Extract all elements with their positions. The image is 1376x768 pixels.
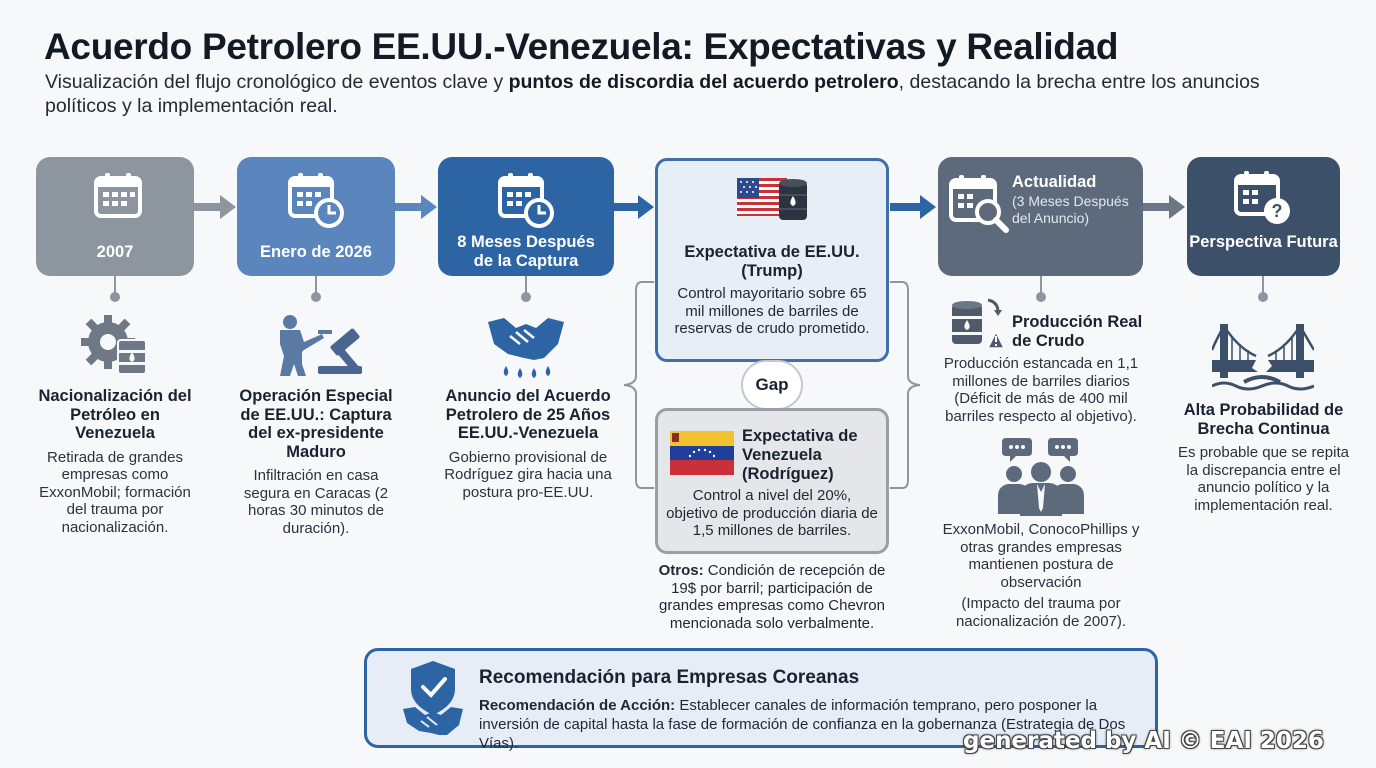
companies-note: (Impacto del trauma por nacionalización de 2007). <box>955 595 1127 630</box>
node-label: Perspectiva Futura <box>1189 233 1338 251</box>
arrow-right-icon <box>890 195 938 219</box>
event-anuncio-acuerdo <box>440 387 616 501</box>
recommendation-heading: Recomendación para Empresas Coreanas <box>479 667 860 688</box>
barrel-warning-icon <box>950 298 1006 350</box>
timeline-node-perspectiva-futura <box>1187 157 1340 276</box>
future-outlook <box>1177 401 1350 514</box>
us-flag-barrel-icon <box>737 174 811 222</box>
companies-text: ExxonMobil, ConocoPhillips y otras grandes empresas mantienen postura de observación <box>942 521 1140 591</box>
node-sublabel: (3 Meses Después del Anuncio) <box>1012 193 1129 226</box>
others-label: Otros: <box>658 562 704 579</box>
event-text: Retirada de grandes empresas como ExxonMobil; formación del trauma por nacionalización. <box>39 448 191 536</box>
us-expectation-card <box>655 158 889 362</box>
venezuela-flag-icon <box>670 431 734 475</box>
future-text: Es probable que se repita la discrepancia entre el anuncio político y la implementación real. <box>1178 444 1349 514</box>
venezuela-expectation-text: Control a nivel del 20%, objetivo de producción diaria de 1,5 millones de barriles. <box>666 487 878 539</box>
event-text: Infiltración en casa segura en Caracas (2 horas 30 minutos de duración). <box>243 467 389 537</box>
gap-badge: Gap <box>741 360 803 410</box>
node-label: 8 Meses Después de la Captura <box>457 233 595 270</box>
calendar-question-icon <box>1233 169 1293 227</box>
timeline-node-2007 <box>36 157 194 276</box>
arrow-right-icon <box>1143 195 1187 219</box>
subtitle-text: Visualización del flujo cronológico de eventos clave y <box>45 71 509 93</box>
timeline-node-8-meses <box>438 157 614 276</box>
subtitle-bold-text: puntos de discordia del acuerdo petrolero <box>508 71 899 93</box>
event-heading: Nacionalización del Petróleo en Venezuela <box>38 387 192 442</box>
recommendation-label: Recomendación de Acción: <box>479 697 676 714</box>
venezuela-expectation-card <box>655 408 889 554</box>
node-label: Actualidad <box>1012 173 1097 191</box>
page-title: Acuerdo Petrolero EE.UU.-Venezuela: Expectativas y Realidad <box>44 26 1119 67</box>
calendar-clock-icon <box>497 171 555 229</box>
event-nacionalizacion <box>36 387 194 536</box>
venezuela-expectation-heading: Expectativa de Venezuela (Rodríguez) <box>742 427 858 483</box>
event-operacion-especial <box>232 387 400 537</box>
recommendation-body: Establecer canales de información temprano, pero posponer la inversión de capital hasta la fase de formación de confianza en la gobernanza (Estrategia de Dos Vías). <box>479 697 1126 752</box>
page-subtitle <box>45 70 1325 118</box>
arrow-right-icon <box>614 195 656 219</box>
handshake-oil-icon <box>486 314 566 384</box>
event-text: Gobierno provisional de Rodríguez gira hacia una postura pro-EE.UU. <box>444 448 612 501</box>
business-people-icon <box>992 436 1090 516</box>
calendar-icon <box>93 171 143 219</box>
us-expectation-text: Control mayoritario sobre 65 mil millones de barriles de reservas de crudo prometido. <box>674 285 870 337</box>
shield-handshake-icon <box>401 659 465 737</box>
left-bracket <box>620 280 656 490</box>
others-note <box>652 562 892 632</box>
event-heading: Operación Especial de EE.UU.: Captura del ex-presidente Maduro <box>239 387 393 461</box>
production-text: Producción estancada en 1,1 millones de barriles diarios (Déficit de más de 400 mil barriles respecto al objetivo). <box>943 355 1139 425</box>
timeline-node-enero-2026 <box>237 157 395 276</box>
event-heading: Anuncio del Acuerdo Petrolero de 25 Años EE.UU.-Venezuela <box>445 387 611 442</box>
gear-oil-barrel-icon <box>80 312 150 376</box>
calendar-search-icon <box>948 173 1010 235</box>
right-bracket <box>888 280 924 490</box>
production-heading: Producción Real de Crudo <box>1012 313 1143 350</box>
arrow-right-icon <box>194 195 238 219</box>
soldier-gavel-icon <box>270 312 380 376</box>
us-expectation-heading: Expectativa de EE.UU. (Trump) <box>684 243 860 280</box>
others-text: Condición de recepción de 19$ por barril; participación de grandes empresas como Chevron mencionada solo verbalmente. <box>659 562 886 632</box>
node-label: 2007 <box>96 243 134 261</box>
svg-text:?: ? <box>1271 201 1283 221</box>
calendar-clock-icon <box>287 171 345 229</box>
arrow-right-icon <box>395 195 439 219</box>
timeline-node-actualidad <box>938 157 1143 276</box>
watermark: generated by AI © EAI 2026 <box>963 728 1324 754</box>
subtitle-text-end: , destacando la brecha entre los anuncios políticos y la implementación real. <box>45 71 1260 117</box>
future-heading: Alta Probabilidad de Brecha Continua <box>1183 401 1344 438</box>
node-label: Enero de 2026 <box>260 243 372 261</box>
broken-bridge-icon <box>1212 320 1314 392</box>
